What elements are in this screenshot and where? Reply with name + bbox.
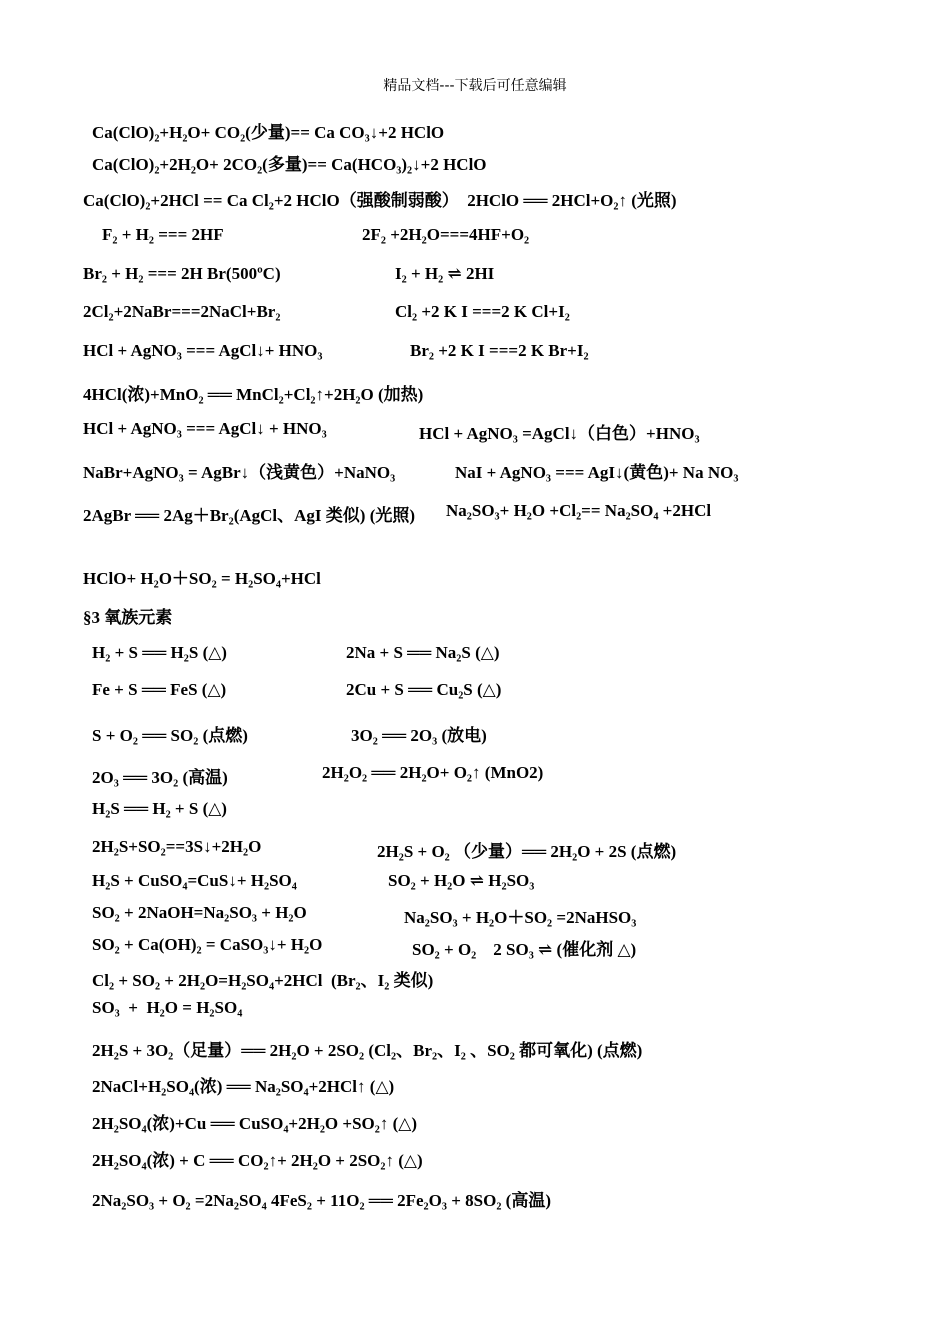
equation-line [83,419,327,439]
equation-line [388,871,534,891]
equation-line [92,998,242,1018]
equation-text: F₂ + H₂ === 2HF [102,225,224,244]
equation-text: Br₂ + H₂ === 2H Br(500ºC) [83,264,281,283]
equation-text: 2H₂O₂ ══ 2H₂O+ O₂↑ (MnO2) [322,763,544,782]
equation-text: 2O₃ ══ 3O₂ (高温) [92,768,228,787]
equation-text: Cl₂ +2 K I ===2 K Cl+I₂ [395,302,570,321]
equation-line [92,118,444,143]
equation-line [92,1146,423,1171]
equation-text: Ca(ClO)₂+H₂O+ CO₂(少量)== Ca CO₃↓+2 HClO [92,123,445,142]
equation-line [83,302,280,322]
equation-line [92,935,322,955]
equation-text: 2AgBr ══ 2Ag＋Br₂(AgCl、AgI 类似) (光照) [83,506,416,525]
section-heading: §3 氧族元素 [83,608,173,627]
equation-text: 2F₂ +2H₂O===4HF+O₂ [362,225,530,244]
equation-text: HCl + AgNO₃ =AgCl↓（白色）+HNO₃ [419,424,700,443]
equation-text: 2H₂S + 3O₂（足量）══ 2H₂O + 2SO₂ (Cl₂、Br₂、I₂ 、SO₂ 都可氧化) (点燃) [92,1041,643,1060]
equation-text: NaBr+AgNO₃ = AgBr↓（浅黄色）+NaNO₃ [83,463,396,482]
equation-line [83,341,323,361]
equation-text: S + O₂ ══ SO₂ (点燃) [92,726,248,745]
equation-text: Na₂SO₃+ H₂O +Cl₂== Na₂SO₄ +2HCl [446,501,712,520]
equation-text: SO₂ + H₂O ⇌ H₂SO₃ [388,871,535,890]
equation-line [351,721,487,746]
equation-text: HCl + AgNO₃ === AgCl↓ + HNO₃ [83,419,327,438]
equation-line [419,419,700,444]
equation-line [92,871,297,891]
equation-line [92,1109,417,1134]
equation-text: I₂ + H₂ ⇌ 2HI [395,264,495,283]
equation-line [412,935,636,960]
equation-line [346,680,501,700]
equation-line [92,1186,551,1211]
equation-text: 2Na + S ══ Na₂S (△) [346,643,500,662]
equation-text: SO₃ + H₂O = H₂SO₄ [92,998,243,1017]
equation-text: Fe + S ══ FeS (△) [92,680,227,699]
equation-line [346,643,499,663]
equation-text: 2H₂S+SO₂==3S↓+2H₂O [92,837,262,856]
equation-line [83,380,423,405]
equation-text: H₂ + S ══ H₂S (△) [92,643,227,662]
equation-line [92,643,227,663]
equation-text: HCl + AgNO₃ === AgCl↓+ HNO₃ [83,341,323,360]
equation-line [102,225,224,245]
equation-text: 4HCl(浓)+MnO₂ ══ MnCl₂+Cl₂↑+2H₂O (加热) [83,385,424,404]
equation-text: NaI + AgNO₃ === AgI↓(黄色)+ Na NO₃ [455,463,739,482]
equation-line [362,225,529,245]
equation-text: 2Cl₂+2NaBr===2NaCl+Br₂ [83,302,281,321]
equation-text: Br₂ +2 K I ===2 K Br+I₂ [410,341,589,360]
equation-line [92,1036,642,1061]
equation-line [83,186,677,211]
equation-text: H₂S + CuSO₄=CuS↓+ H₂SO₄ [92,871,297,890]
equation-line [92,799,227,819]
equation-text: Ca(ClO)₂+2H₂O+ 2CO₂(多量)== Ca(HCO₃)₂↓+2 HClO [92,155,487,174]
equation-line [92,721,248,746]
equation-text: Cl₂ + SO₂ + 2H₂O=H₂SO₄+2HCl (Br₂、I₂ 类似) [92,971,434,990]
equation-line [92,1072,394,1097]
equation-text: 2NaCl+H₂SO₄(浓) ══ Na₂SO₄+2HCl↑ (△) [92,1077,395,1096]
equation-line [92,966,433,991]
equation-text: 3O₂ ══ 2O₃ (放电) [351,726,487,745]
equation-line [83,501,415,526]
equation-text: SO₂ + O₂ 2 SO₃ ⇌ (催化剂 △) [412,940,637,959]
equation-text: SO₂ + Ca(OH)₂ = CaSO₃↓+ H₂O [92,935,323,954]
equation-line [446,501,711,521]
equation-line [83,564,321,589]
equation-line [395,302,570,322]
equation-line [395,264,494,284]
equation-line [83,458,395,483]
equation-line [92,837,261,857]
equation-text: 2H₂SO₄(浓)+Cu ══ CuSO₄+2H₂O +SO₂↑ (△) [92,1114,418,1133]
equation-line [92,680,226,700]
equation-text: Na₂SO₃ + H₂O＋SO₂ =2NaHSO₃ [404,908,637,927]
equation-text: 2Cu + S ══ Cu₂S (△) [346,680,502,699]
equation-line [92,763,228,788]
equation-line [92,150,487,175]
equation-line [377,837,676,862]
equation-line [404,903,636,928]
equation-line [410,341,589,361]
equation-text: HClO+ H₂O＋SO₂ = H₂SO₄+HCl [83,569,321,588]
equation-line [83,264,281,284]
equation-line [92,903,307,923]
equation-text: SO₂ + 2NaOH=Na₂SO₃ + H₂O [92,903,307,922]
equation-text: 2H₂SO₄(浓) + C ══ CO₂↑+ 2H₂O + 2SO₂↑ (△) [92,1151,423,1170]
equation-line [322,763,543,783]
equation-text: 2H₂S + O₂ （少量）══ 2H₂O + 2S (点燃) [377,842,677,861]
page-header: 精品文档---下载后可任意编辑 [383,78,567,94]
equation-text: Ca(ClO)₂+2HCl == Ca Cl₂+2 HClO（强酸制弱酸） 2HClO ══ 2HCl+O₂↑ (光照) [83,191,677,210]
equation-text: 2Na₂SO₃ + O₂ =2Na₂SO₄ 4FeS₂ + 11O₂ ══ 2Fe₂O₃ + 8SO₂ (高温) [92,1191,552,1210]
equation-line [455,458,738,483]
equation-text: H₂S ══ H₂ + S (△) [92,799,227,818]
